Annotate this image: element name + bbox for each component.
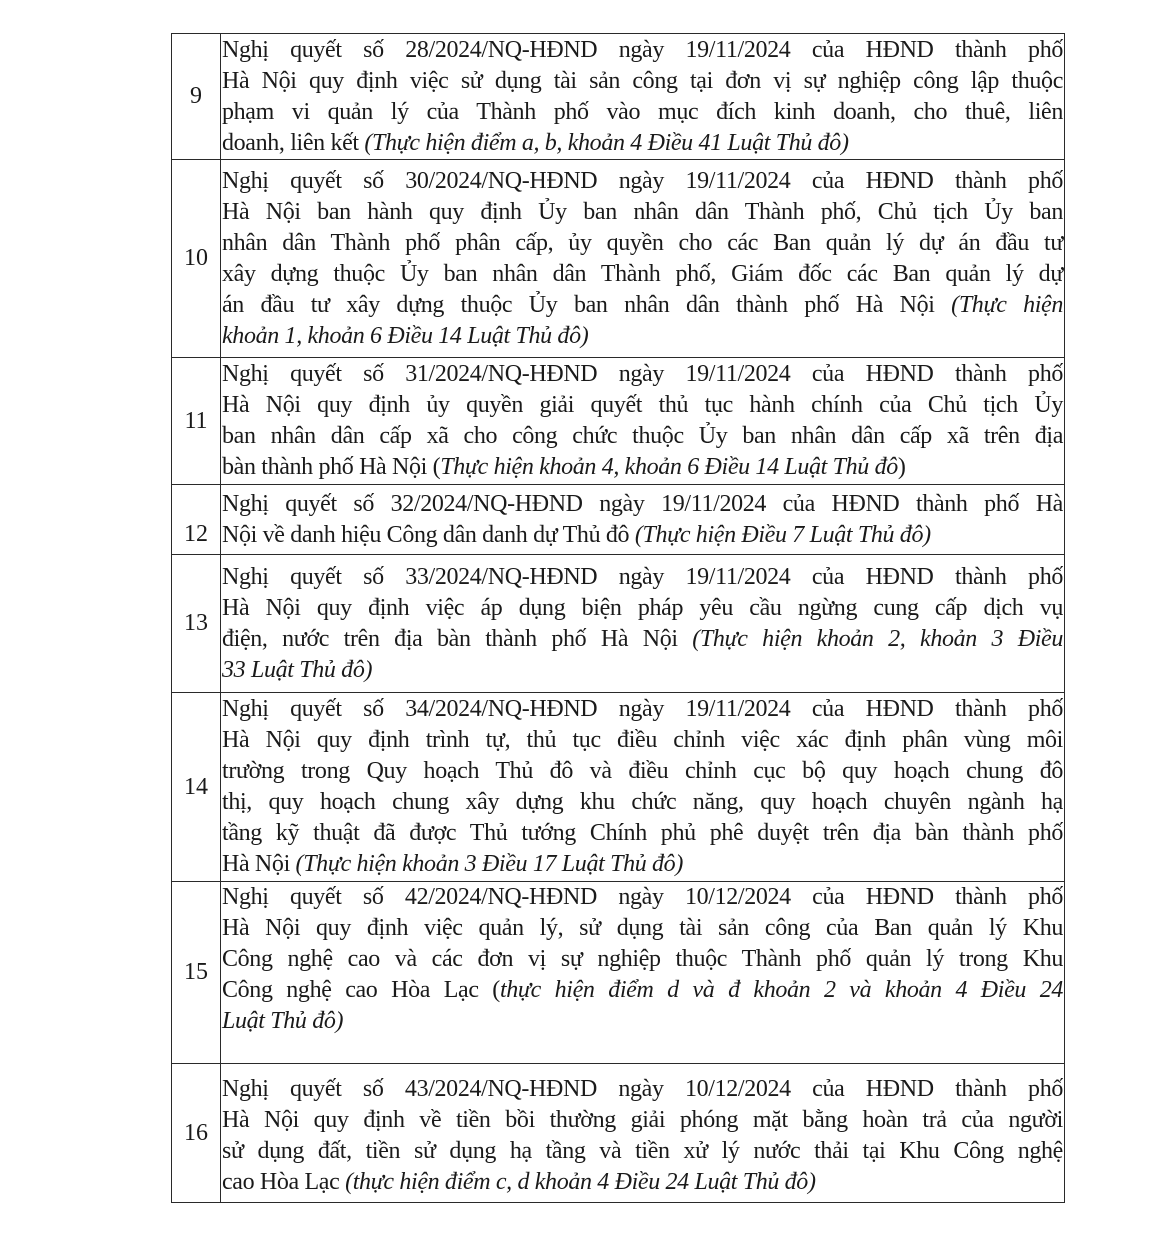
legal-basis-reference: thực hiện điểm d và đ khoản 2 và khoản 4 Điều 24 xyxy=(499,977,1063,1003)
resolution-description xyxy=(221,882,1065,1064)
text-line xyxy=(222,975,1063,1006)
legal-basis-reference: Luật Thủ đô) xyxy=(222,1008,344,1034)
text-line xyxy=(222,390,1063,421)
text-line xyxy=(222,1167,1063,1198)
text-line xyxy=(222,655,1063,686)
regular-text: nhân dân Thành phố phân cấp, ủy quyền cho các Ban quản lý dự án đầu tư xyxy=(222,229,1063,256)
text-line xyxy=(222,944,1063,975)
regular-text: Hà Nội quy định về tiền bồi thường giải phóng mặt bằng hoàn trả của người xyxy=(222,1107,1063,1133)
legal-basis-reference: (Thực hiện khoản 2, khoản 3 Điều xyxy=(692,625,1063,652)
text-line xyxy=(222,913,1063,944)
text-line xyxy=(222,35,1063,66)
legal-basis-reference: (Thực hiện khoản 3 Điều 17 Luật Thủ đô) xyxy=(295,851,683,877)
legal-basis-reference: (Thực hiện Điều 7 Luật Thủ đô) xyxy=(634,521,931,548)
regular-text: án đầu tư xây dựng thuộc Ủy ban nhân dân thành phố Hà Nội xyxy=(222,291,952,318)
row-number: 11 xyxy=(172,358,221,485)
table-row xyxy=(172,34,1065,160)
legal-basis-reference: khoản 1, khoản 6 Điều 14 Luật Thủ đô) xyxy=(222,322,589,349)
regular-text: sử dụng đất, tiền sử dụng hạ tầng và tiền xử lý nước thải tại Khu Công nghệ xyxy=(222,1138,1063,1164)
table-row xyxy=(172,1064,1065,1203)
text-line xyxy=(222,562,1063,593)
table-row xyxy=(172,693,1065,882)
regular-text: Hà Nội quy định trình tự, thủ tục điều chỉnh việc xác định phân vùng môi xyxy=(222,727,1063,753)
regular-text: Nội về danh hiệu Công dân danh dự Thủ đô xyxy=(222,521,635,548)
table-body xyxy=(172,34,1065,1203)
text-line xyxy=(222,818,1063,849)
regular-text: xây dựng thuộc Ủy ban nhân dân Thành phố, Giám đốc các Ban quản lý dự xyxy=(222,260,1063,287)
resolutions-table xyxy=(171,33,1065,1203)
regular-text: Nghị quyết số 43/2024/NQ-HĐND ngày 10/12/2024 của HĐND thành phố xyxy=(222,1076,1063,1102)
regular-text: thị, quy hoạch chung xây dựng khu chức năng, quy hoạch chuyên ngành hạ xyxy=(222,789,1063,815)
regular-text: Hà Nội quy định việc áp dụng biện pháp yêu cầu ngừng cung cấp dịch vụ xyxy=(222,594,1063,621)
text-line xyxy=(222,66,1063,97)
row-number: 15 xyxy=(172,882,221,1064)
regular-text: Công nghệ cao và các đơn vị sự nghiệp thuộc Thành phố quản lý trong Khu xyxy=(222,946,1063,972)
text-line xyxy=(222,1074,1063,1105)
regular-text: ban nhân dân cấp xã cho công chức thuộc Ủy ban nhân dân cấp xã trên địa xyxy=(222,423,1063,449)
resolution-description xyxy=(221,555,1065,693)
text-line xyxy=(222,694,1063,725)
row-number: 16 xyxy=(172,1064,221,1203)
legal-basis-reference: 33 Luật Thủ đô) xyxy=(222,656,373,683)
text-line xyxy=(222,452,1063,483)
regular-text: điện, nước trên địa bàn thành phố Hà Nội xyxy=(222,625,693,652)
regular-text: Nghị quyết số 34/2024/NQ-HĐND ngày 19/11/2024 của HĐND thành phố xyxy=(222,696,1063,722)
legal-basis-reference: Thực hiện khoản 4, khoản 6 Điều 14 Luật Thủ đô xyxy=(440,454,898,480)
regular-text: Công nghệ cao Hòa Lạc ( xyxy=(222,977,500,1003)
regular-text: doanh, liên kết xyxy=(222,129,365,156)
text-line xyxy=(222,1006,1063,1037)
closing-parenthesis: ) xyxy=(897,454,906,480)
legal-basis-reference: (thực hiện điểm c, d khoản 4 Điều 24 Luật Thủ đô) xyxy=(345,1169,816,1195)
text-line xyxy=(222,624,1063,655)
text-line xyxy=(222,290,1063,321)
text-line xyxy=(222,321,1063,352)
regular-text: cao Hòa Lạc xyxy=(222,1169,346,1195)
text-line xyxy=(222,197,1063,228)
text-line xyxy=(222,128,1063,159)
text-line xyxy=(222,489,1063,520)
text-line xyxy=(222,725,1063,756)
legal-basis-reference: (Thực hiện xyxy=(951,291,1063,318)
text-line xyxy=(222,882,1063,913)
regular-text: tầng kỹ thuật đã được Thủ tướng Chính phủ phê duyệt trên địa bàn thành phố xyxy=(222,820,1063,846)
regular-text: Hà Nội ban hành quy định Ủy ban nhân dân Thành phố, Chủ tịch Ủy ban xyxy=(222,198,1063,225)
row-number: 14 xyxy=(172,693,221,882)
regular-text: Nghị quyết số 42/2024/NQ-HĐND ngày 10/12/2024 của HĐND thành phố xyxy=(222,884,1063,910)
table-row xyxy=(172,485,1065,555)
text-line xyxy=(222,359,1063,390)
resolution-description xyxy=(221,34,1065,160)
resolution-description xyxy=(221,485,1065,555)
resolution-description xyxy=(221,1064,1065,1203)
regular-text: Nghị quyết số 28/2024/NQ-HĐND ngày 19/11/2024 của HĐND thành phố xyxy=(222,36,1063,63)
regular-text: Hà Nội quy định ủy quyền giải quyết thủ tục hành chính của Chủ tịch Ủy xyxy=(222,392,1063,418)
text-line xyxy=(222,228,1063,259)
text-line xyxy=(222,1105,1063,1136)
legal-basis-reference: (Thực hiện điểm a, b, khoản 4 Điều 41 Luật Thủ đô) xyxy=(364,129,849,156)
resolution-description xyxy=(221,358,1065,485)
regular-text: Nghị quyết số 32/2024/NQ-HĐND ngày 19/11/2024 của HĐND thành phố Hà xyxy=(222,490,1063,517)
text-line xyxy=(222,520,1063,551)
regular-text: trường trong Quy hoạch Thủ đô và điều chỉnh cục bộ quy hoạch chung đô xyxy=(222,758,1063,784)
regular-text: Hà Nội quy định việc sử dụng tài sản công tại đơn vị sự nghiệp công lập thuộc xyxy=(222,67,1063,94)
text-line xyxy=(222,1136,1063,1167)
table-row xyxy=(172,160,1065,358)
regular-text: Hà Nội xyxy=(222,851,296,877)
regular-text: Hà Nội quy định việc quản lý, sử dụng tài sản công của Ban quản lý Khu xyxy=(222,915,1063,941)
row-number: 9 xyxy=(172,34,221,160)
table-row xyxy=(172,555,1065,693)
regular-text: phạm vi quản lý của Thành phố vào mục đích kinh doanh, cho thuê, liên xyxy=(222,98,1063,125)
text-line xyxy=(222,756,1063,787)
regular-text: bàn thành phố Hà Nội ( xyxy=(222,454,441,480)
resolution-description xyxy=(221,693,1065,882)
text-line xyxy=(222,166,1063,197)
text-line xyxy=(222,849,1063,880)
text-line xyxy=(222,259,1063,290)
text-line xyxy=(222,97,1063,128)
table-row xyxy=(172,882,1065,1064)
regular-text: Nghị quyết số 31/2024/NQ-HĐND ngày 19/11/2024 của HĐND thành phố xyxy=(222,361,1063,387)
row-number: 13 xyxy=(172,555,221,693)
regular-text: Nghị quyết số 30/2024/NQ-HĐND ngày 19/11/2024 của HĐND thành phố xyxy=(222,167,1063,194)
row-number: 10 xyxy=(172,160,221,358)
text-line xyxy=(222,421,1063,452)
regular-text: Nghị quyết số 33/2024/NQ-HĐND ngày 19/11/2024 của HĐND thành phố xyxy=(222,563,1063,590)
resolution-description xyxy=(221,160,1065,358)
table-row xyxy=(172,358,1065,485)
text-line xyxy=(222,787,1063,818)
row-number: 12 xyxy=(172,485,221,555)
text-line xyxy=(222,593,1063,624)
